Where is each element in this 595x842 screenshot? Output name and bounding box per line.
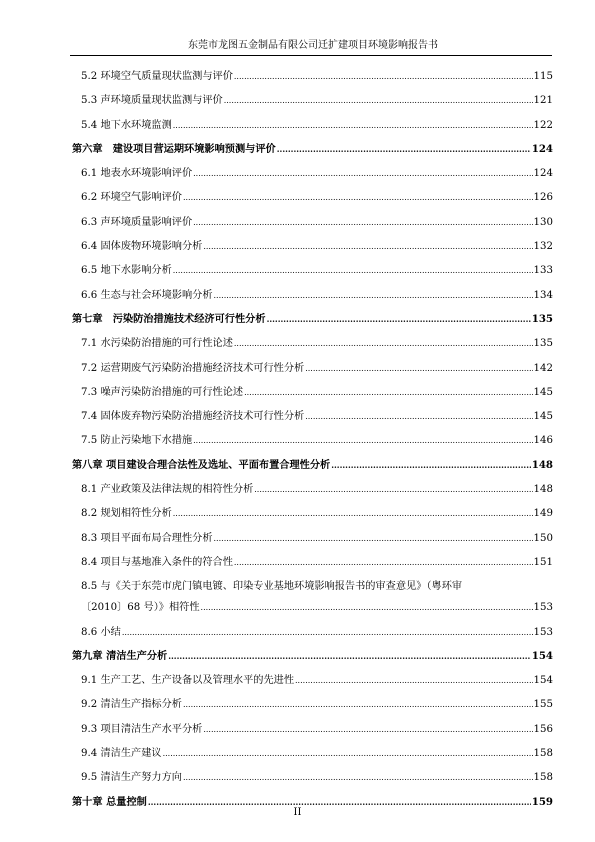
toc-chapter-page: 124 bbox=[531, 142, 553, 155]
toc-entry-label: 7.4 固体废弃物污染防治措施经济技术可行性分析 bbox=[81, 411, 305, 423]
toc-entry-page: 115 bbox=[533, 71, 553, 82]
dot-leader bbox=[173, 119, 533, 132]
toc-entry-label: 7.1 水污染防治措施的可行性论述 bbox=[81, 338, 233, 350]
toc-chapter[interactable] bbox=[72, 459, 553, 472]
toc-entry[interactable] bbox=[72, 386, 553, 399]
toc-entry[interactable] bbox=[72, 167, 553, 180]
dot-leader bbox=[234, 70, 533, 83]
toc-entry-page: 146 bbox=[533, 435, 553, 447]
toc-entry-label: 9.1 生产工艺、生产设备以及管理水平的先进性 bbox=[81, 675, 295, 687]
toc-entry-page: 145 bbox=[533, 411, 553, 423]
toc-chapter-page: 148 bbox=[531, 458, 553, 471]
toc-entry-label: 6.6 生态与社会环境影响分析 bbox=[81, 289, 213, 301]
toc-entry-label: 7.5 防止污染地下水措施 bbox=[81, 435, 193, 447]
toc-entry-label: 9.4 清洁生产建议 bbox=[81, 748, 162, 760]
toc-entry-label: 9.2 清洁生产指标分析 bbox=[81, 699, 182, 711]
header-rule bbox=[70, 55, 552, 56]
toc-entry-label: 6.1 地表水环境影响评价 bbox=[81, 168, 193, 180]
toc-entry[interactable] bbox=[72, 94, 553, 107]
toc-entry-page: 153 bbox=[533, 602, 553, 614]
toc-chapter-label: 第六章 建设项目营运期环境影响预测与评价 bbox=[72, 143, 276, 155]
toc-chapter-label: 第七章 污染防治措施技术经济可行性分析 bbox=[72, 313, 266, 325]
toc-entry-label: 8.1 产业政策及法律法规的相符性分析 bbox=[81, 484, 254, 496]
toc-chapter[interactable] bbox=[72, 313, 553, 326]
toc-entry[interactable] bbox=[72, 289, 553, 302]
toc-entry-page: 150 bbox=[533, 532, 553, 544]
toc-entry-page: 154 bbox=[533, 675, 553, 687]
toc-entry[interactable] bbox=[72, 674, 553, 687]
dot-leader bbox=[183, 191, 533, 204]
toc-entry-label: 8.3 项目平面布局合理性分析 bbox=[81, 532, 213, 544]
toc-entry-label: 8.4 项目与基地准入条件的符合性 bbox=[81, 556, 233, 568]
toc-entry-page: 130 bbox=[533, 216, 553, 228]
toc-entry[interactable] bbox=[72, 337, 553, 350]
toc-entry[interactable] bbox=[72, 532, 553, 545]
toc-entry[interactable] bbox=[72, 747, 553, 760]
dot-leader bbox=[173, 264, 533, 277]
dot-leader bbox=[277, 143, 531, 156]
dot-leader bbox=[163, 747, 533, 760]
toc-entry-page: 148 bbox=[533, 484, 553, 496]
toc-entry-page: 121 bbox=[533, 95, 553, 107]
toc-entry[interactable] bbox=[72, 723, 553, 736]
toc-entry[interactable] bbox=[72, 191, 553, 204]
toc-entry-label: 8.2 规划相符性分析 bbox=[81, 508, 172, 520]
dot-leader bbox=[193, 434, 532, 447]
dot-leader bbox=[201, 601, 533, 614]
toc-entry-label: 7.2 运营期废气污染防治措施经济技术可行性分析 bbox=[81, 362, 305, 374]
toc-chapter-label: 第九章 清洁生产分析 bbox=[72, 650, 168, 662]
toc-entry-label: 9.5 清洁生产努力方向 bbox=[81, 772, 182, 784]
toc-entry-label: 6.3 声环境质量影响评价 bbox=[81, 216, 193, 228]
toc-entry-page: 135 bbox=[533, 338, 553, 350]
toc-entry-label: 8.5 与《关于东莞市虎门镇电镀、印染专业基地环境影响报告书的审查意见》（粤环审 bbox=[81, 581, 463, 593]
toc-chapter-page: 135 bbox=[531, 312, 553, 325]
toc-entry-page: 142 bbox=[533, 362, 553, 374]
dot-leader bbox=[234, 337, 533, 350]
dot-leader bbox=[305, 410, 532, 423]
toc-entry-label: 7.3 噪声污染防治措施的可行性论述 bbox=[81, 386, 244, 398]
toc-entry[interactable] bbox=[72, 483, 553, 496]
toc-entry-page: 122 bbox=[533, 119, 553, 131]
toc-chapter-page: 159 bbox=[531, 795, 553, 808]
dot-leader bbox=[234, 556, 533, 569]
dot-leader bbox=[183, 698, 533, 711]
toc-chapter-label: 第八章 项目建设合理合法性及选址、平面布置合理性分析 bbox=[72, 459, 331, 471]
toc-entry[interactable] bbox=[72, 507, 553, 520]
toc-entry[interactable] bbox=[72, 70, 553, 83]
dot-leader bbox=[267, 313, 531, 326]
toc-chapter-page: 154 bbox=[531, 649, 553, 662]
dot-leader bbox=[295, 674, 533, 687]
dot-leader bbox=[193, 216, 532, 229]
toc-entry-page: 153 bbox=[533, 626, 553, 638]
dot-leader bbox=[331, 459, 531, 472]
toc-entry-label: 5.4 地下水环境监测 bbox=[81, 119, 172, 131]
toc-entry[interactable] bbox=[72, 362, 553, 375]
dot-leader bbox=[305, 362, 532, 375]
toc-entry[interactable] bbox=[72, 698, 553, 711]
toc-entry-page: 158 bbox=[533, 772, 553, 784]
toc-entry[interactable] bbox=[72, 771, 553, 784]
toc-entry[interactable] bbox=[72, 240, 553, 253]
dot-leader bbox=[254, 483, 532, 496]
toc-entry-page: 126 bbox=[533, 192, 553, 204]
toc-entry[interactable] bbox=[72, 119, 553, 132]
toc-chapter[interactable] bbox=[72, 143, 553, 156]
toc-entry[interactable] bbox=[72, 626, 553, 639]
dot-leader bbox=[214, 289, 533, 302]
toc-entry-page: 156 bbox=[533, 723, 553, 735]
toc-entry[interactable] bbox=[72, 216, 553, 229]
toc-chapter-label: 第十章 总量控制 bbox=[72, 796, 147, 808]
dot-leader bbox=[224, 94, 533, 107]
toc-entry-label: 5.2 环境空气质量现状监测与评价 bbox=[81, 71, 233, 82]
dot-leader bbox=[203, 240, 532, 253]
toc-entry-label: 9.3 项目清洁生产水平分析 bbox=[81, 723, 203, 735]
toc-entry-label: 6.4 固体废物环境影响分析 bbox=[81, 241, 203, 253]
dot-leader bbox=[244, 386, 532, 399]
toc-entry-label: 8.6 小结 bbox=[81, 626, 121, 638]
toc-entry[interactable] bbox=[72, 434, 553, 447]
toc-entry-label: 5.3 声环境质量现状监测与评价 bbox=[81, 95, 223, 107]
dot-leader bbox=[168, 650, 531, 663]
toc-entry-page: 151 bbox=[533, 556, 553, 568]
toc-entry-page: 134 bbox=[533, 289, 553, 301]
table-of-contents bbox=[72, 70, 553, 820]
running-header: 东莞市龙图五金制品有限公司迁扩建项目环境影响报告书 bbox=[188, 40, 438, 51]
toc-entry-page: 124 bbox=[533, 168, 553, 180]
toc-entry-label-continued: 〔2010〕68 号）》相符性 bbox=[81, 602, 200, 614]
page-number: II bbox=[293, 807, 302, 818]
toc-entry[interactable] bbox=[72, 580, 553, 614]
dot-leader bbox=[193, 167, 532, 180]
toc-entry-page: 132 bbox=[533, 241, 553, 253]
toc-entry[interactable] bbox=[72, 556, 553, 569]
toc-entry-page: 149 bbox=[533, 508, 553, 520]
dot-leader bbox=[203, 723, 532, 736]
toc-entry-label: 6.5 地下水影响分析 bbox=[81, 265, 172, 277]
toc-entry-page: 155 bbox=[533, 699, 553, 711]
toc-chapter[interactable] bbox=[72, 650, 553, 663]
dot-leader bbox=[173, 507, 533, 520]
toc-entry-page: 145 bbox=[533, 386, 553, 398]
dot-leader bbox=[122, 626, 533, 639]
dot-leader bbox=[183, 771, 533, 784]
dot-leader bbox=[214, 532, 533, 545]
toc-entry-label: 6.2 环境空气影响评价 bbox=[81, 192, 182, 204]
toc-entry[interactable] bbox=[72, 410, 553, 423]
toc-entry-page: 158 bbox=[533, 748, 553, 760]
toc-entry[interactable] bbox=[72, 264, 553, 277]
toc-entry-page: 133 bbox=[533, 265, 553, 277]
